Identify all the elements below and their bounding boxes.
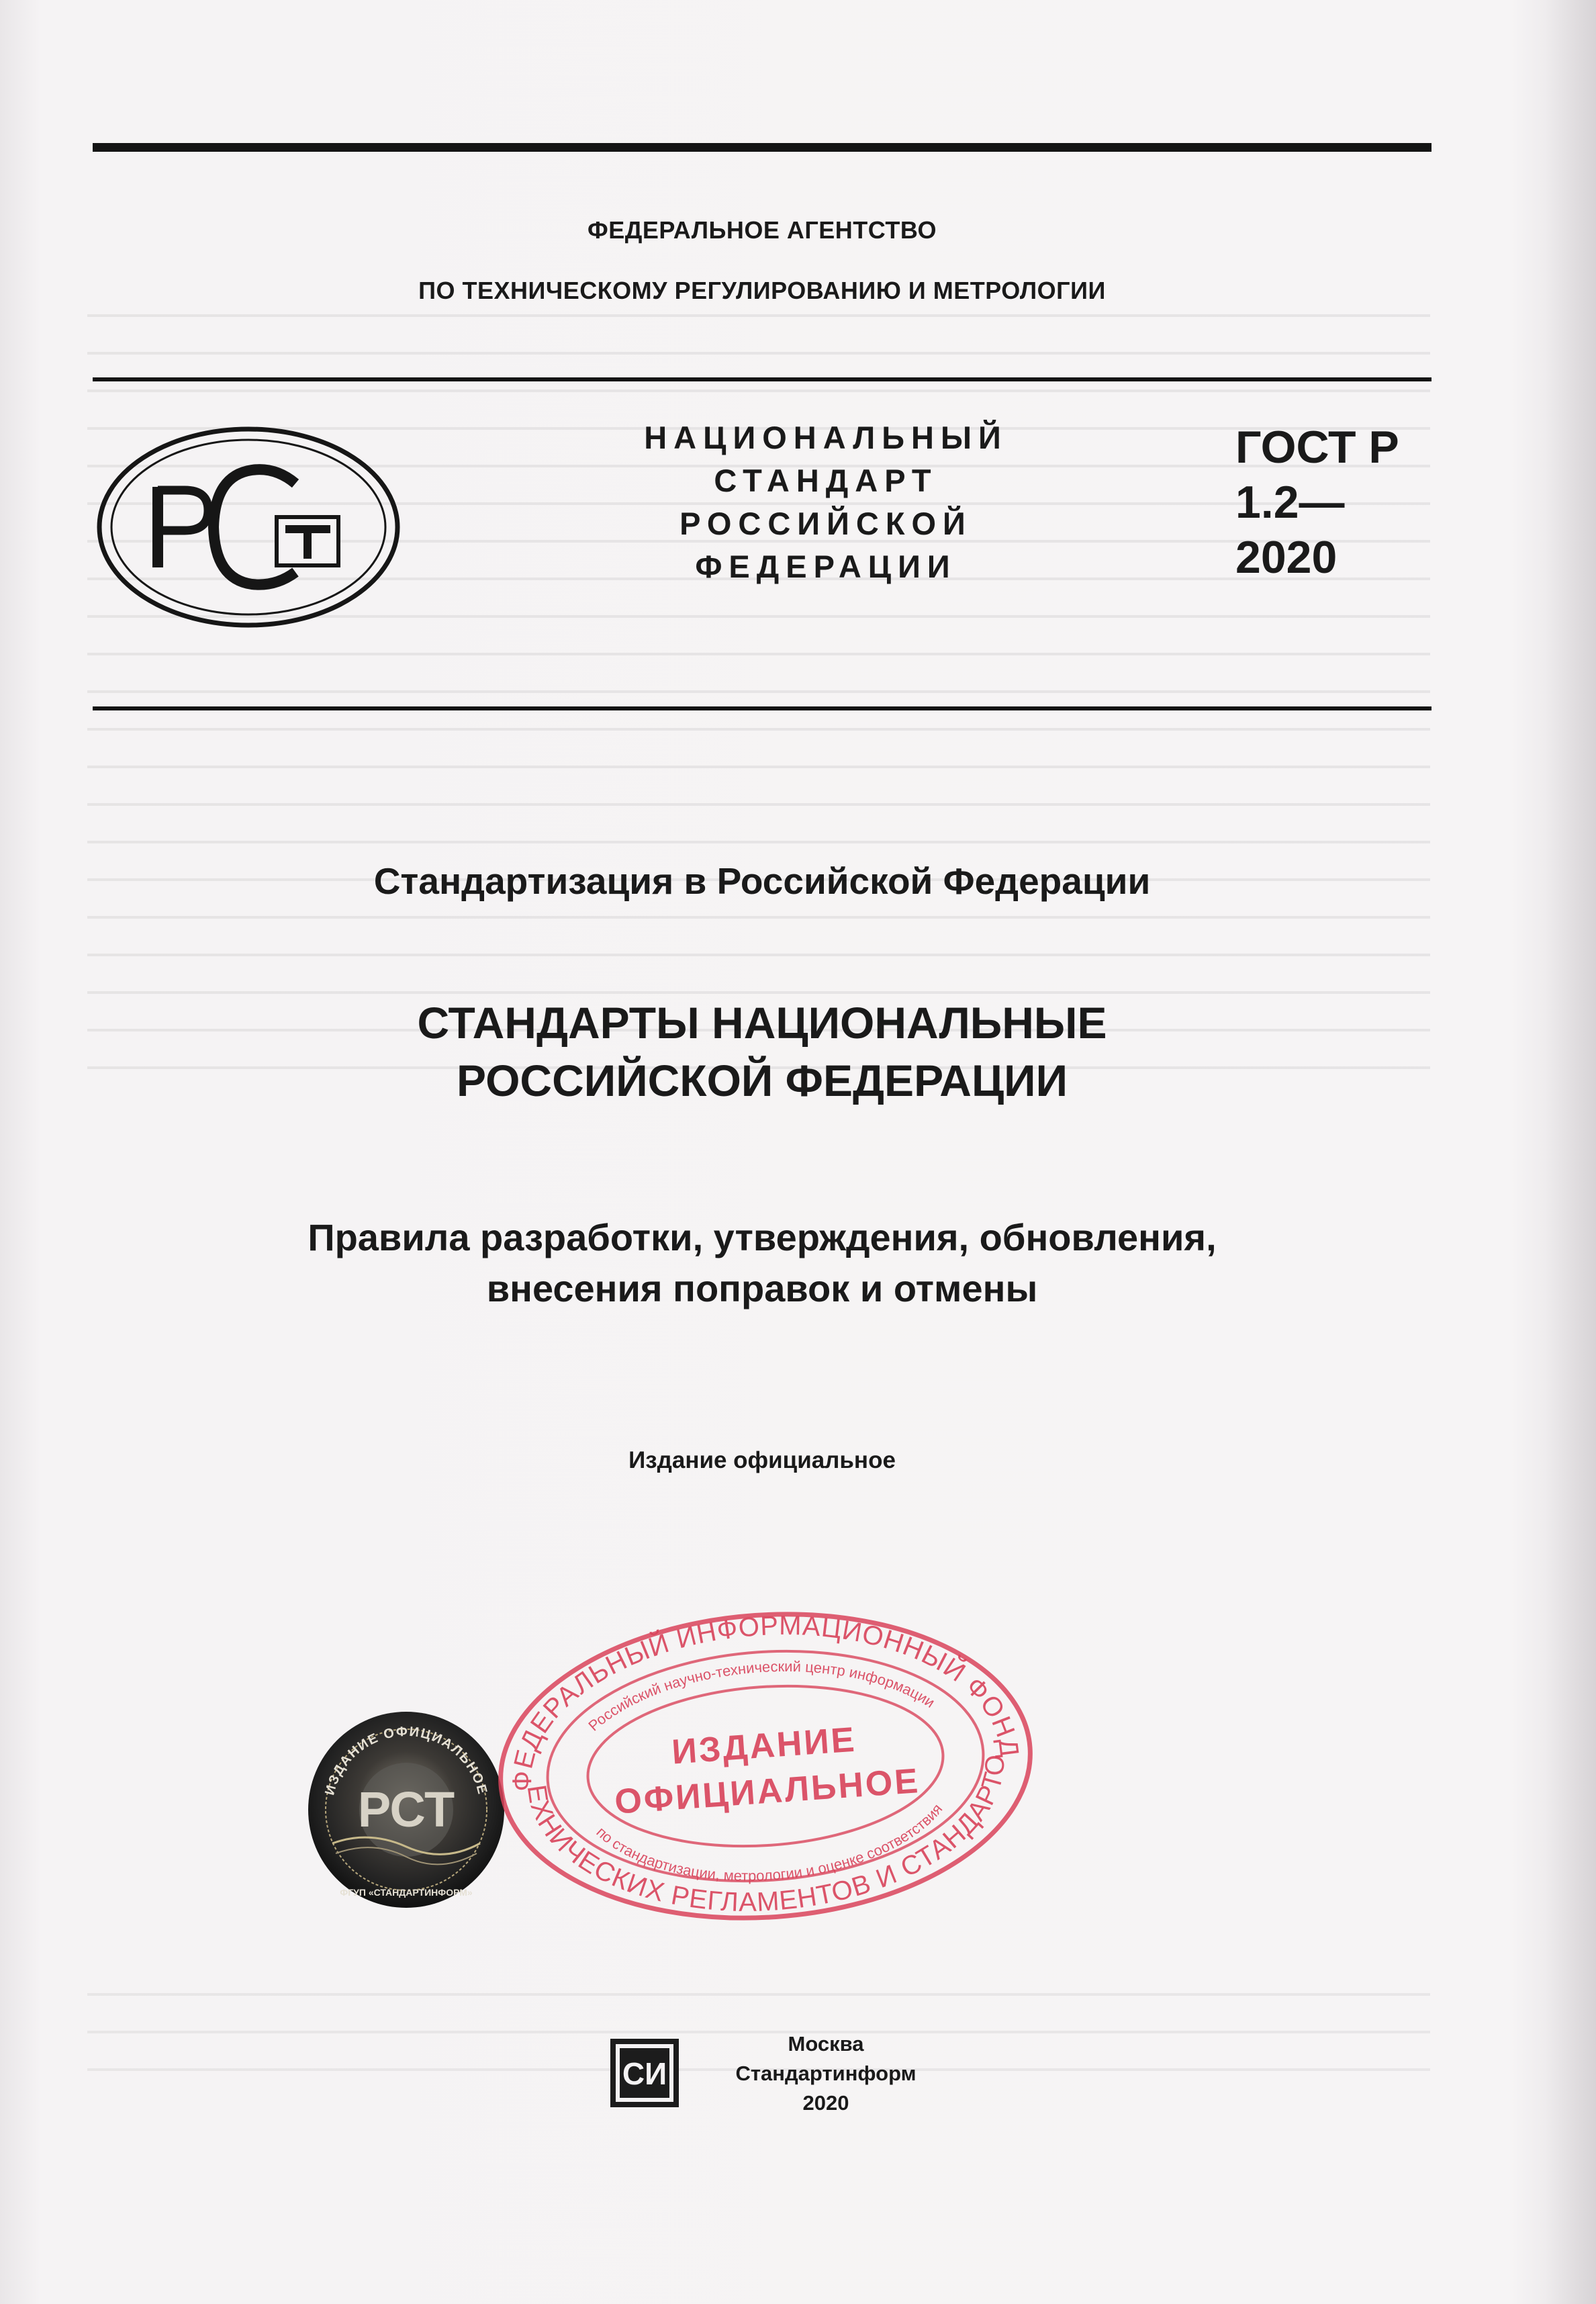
designation-line: 2020 xyxy=(1235,532,1337,583)
hologram-top-text: ИЗДАНИЕ ОФИЦИАЛЬНОЕ xyxy=(322,1724,490,1797)
publisher-name: Стандартинформ xyxy=(735,2062,917,2085)
agency-line-1: ФЕДЕРАЛЬНОЕ АГЕНТСТВО xyxy=(588,216,937,244)
standard-type-line: СТАНДАРТ xyxy=(714,463,938,498)
stamp-outer-top-text: ФЕДЕРАЛЬНЫЙ ИНФОРМАЦИОННЫЙ ФОНД xyxy=(507,1610,1025,1792)
subtitle-line: Правила разработки, утверждения, обновления, xyxy=(308,1216,1217,1258)
subtitle xyxy=(93,1212,1431,1314)
stamp-center-line-1: ИЗДАНИЕ xyxy=(670,1720,858,1772)
standard-type-line: РОССИЙСКОЙ xyxy=(679,506,972,541)
hologram-bottom-text: ФГУП «СТАНДАРТИНФОРМ» xyxy=(340,1887,473,1898)
stamp-inner-bottom-text: по стандартизации, метрологии и оценке соответствия xyxy=(593,1800,946,1884)
show-through-text xyxy=(87,289,1430,1095)
stamp-center-line-2: ОФИЦИАЛЬНОЕ xyxy=(613,1761,921,1822)
main-title-line: СТАНДАРТЫ НАЦИОНАЛЬНЫЕ xyxy=(417,998,1107,1048)
standard-designation xyxy=(1235,420,1450,585)
publisher-imprint xyxy=(705,2029,947,2118)
rst-emblem-icon xyxy=(94,423,403,631)
stamp-outer-bottom-text: ТЕХНИЧЕСКИХ РЕГЛАМЕНТОВ И СТАНДАРТОВ xyxy=(521,1753,1011,1917)
agency-line-2: ПО ТЕХНИЧЕСКОМУ РЕГУЛИРОВАНИЮ И МЕТРОЛОГИИ xyxy=(418,277,1106,304)
header-rule xyxy=(93,377,1431,381)
hologram-seal-icon xyxy=(306,1709,507,1910)
standard-type-line: ФЕДЕРАЦИИ xyxy=(695,549,957,584)
title-rule xyxy=(93,706,1431,710)
main-title-line: РОССИЙСКОЙ ФЕДЕРАЦИИ xyxy=(456,1056,1068,1105)
main-title xyxy=(93,994,1431,1109)
series-title: Стандартизация в Российской Федерации xyxy=(373,860,1151,902)
publisher-city: Москва xyxy=(788,2032,864,2056)
edition-label: Издание официальное xyxy=(628,1447,896,1473)
publisher-logo-text: СИ xyxy=(622,2056,667,2091)
standartinform-logo-icon xyxy=(608,2036,682,2110)
standard-type-line: НАЦИОНАЛЬНЫЙ xyxy=(644,420,1008,455)
stamp-inner-top-text: Российский научно-технический центр информации xyxy=(585,1657,938,1735)
designation-line: 1.2— xyxy=(1235,477,1345,528)
hologram-center-text: РСТ xyxy=(357,1782,455,1837)
top-rule xyxy=(93,143,1431,152)
designation-line: ГОСТ Р xyxy=(1235,422,1399,473)
publication-year: 2020 xyxy=(802,2091,849,2115)
national-standard-label xyxy=(598,416,1054,588)
official-stamp-icon xyxy=(490,1608,1041,1924)
page-edge-shadow xyxy=(1544,0,1596,2304)
subtitle-line: внесения поправок и отмены xyxy=(486,1267,1038,1309)
